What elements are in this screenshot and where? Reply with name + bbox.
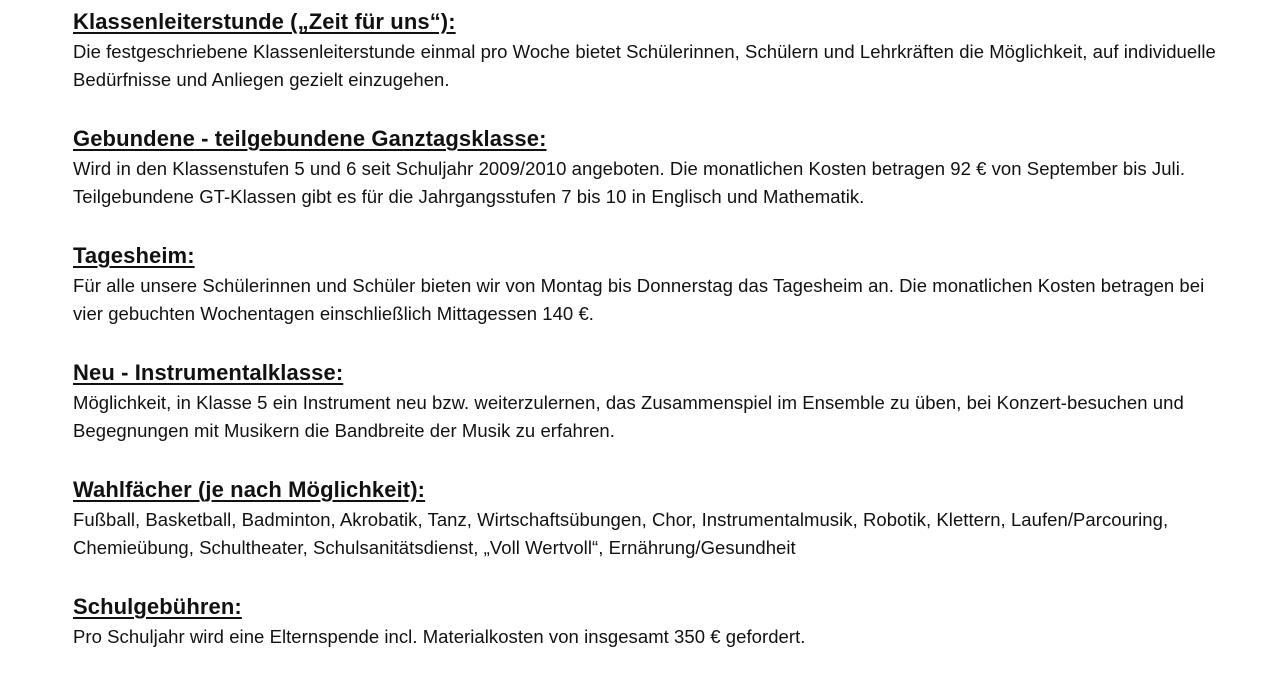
section-instrumentalklasse	[73, 357, 1238, 445]
section-heading: Tagesheim:	[73, 243, 195, 268]
section-tagesheim	[73, 240, 1238, 328]
section-wahlfaecher	[73, 474, 1238, 562]
section-text: Möglichkeit, in Klasse 5 ein Instrument neu bzw. weiterzulernen, das Zusammenspiel im Ensemble zu üben, bei Konzert-besuchen und Begegnungen mit Musikern die Bandbreite der Musik zu erfahren.	[73, 392, 1184, 441]
section-heading: Gebundene - teilgebundene Ganztagsklasse:	[73, 126, 547, 151]
section-text: Fußball, Basketball, Badminton, Akrobatik, Tanz, Wirtschaftsübungen, Chor, Instrumentalmusik, Robotik, Klettern, Laufen/Parcouring, Chemieübung, Schultheater, Schulsanitätsdienst, „Voll Wertvoll“, Ernährung/Gesundheit	[73, 509, 1169, 558]
section-schulgebuehren	[73, 591, 1238, 651]
section-heading: Klassenleiterstunde („Zeit für uns“):	[73, 9, 456, 34]
section-text: Pro Schuljahr wird eine Elternspende incl. Materialkosten von insgesamt 350 € gefordert.	[73, 626, 806, 647]
section-text: Die festgeschriebene Klassenleiterstunde einmal pro Woche bietet Schülerinnen, Schülern und Lehrkräften die Möglichkeit, auf individuelle Bedürfnisse und Anliegen gezielt einzugehen.	[73, 41, 1216, 90]
section-ganztagsklasse	[73, 123, 1238, 211]
section-heading: Neu - Instrumentalklasse:	[73, 360, 344, 385]
section-text: Für alle unsere Schülerinnen und Schüler bieten wir von Montag bis Donnerstag das Tagesheim an. Die monatlichen Kosten betragen bei vier gebuchten Wochentagen einschließlich Mittagessen 140 €.	[73, 275, 1205, 324]
section-klassenleiterstunde	[73, 6, 1238, 94]
section-text: Wird in den Klassenstufen 5 und 6 seit Schuljahr 2009/2010 angeboten. Die monatlichen Kosten betragen 92 € von September bis Juli. Teilgebundene GT-Klassen gibt es für die Jahrgangsstufen 7 bis 10 in Englisch und Mathematik.	[73, 158, 1186, 207]
section-heading: Wahlfächer (je nach Möglichkeit):	[73, 477, 426, 502]
section-heading: Schulgebühren:	[73, 594, 242, 619]
document-page	[73, 6, 1238, 680]
